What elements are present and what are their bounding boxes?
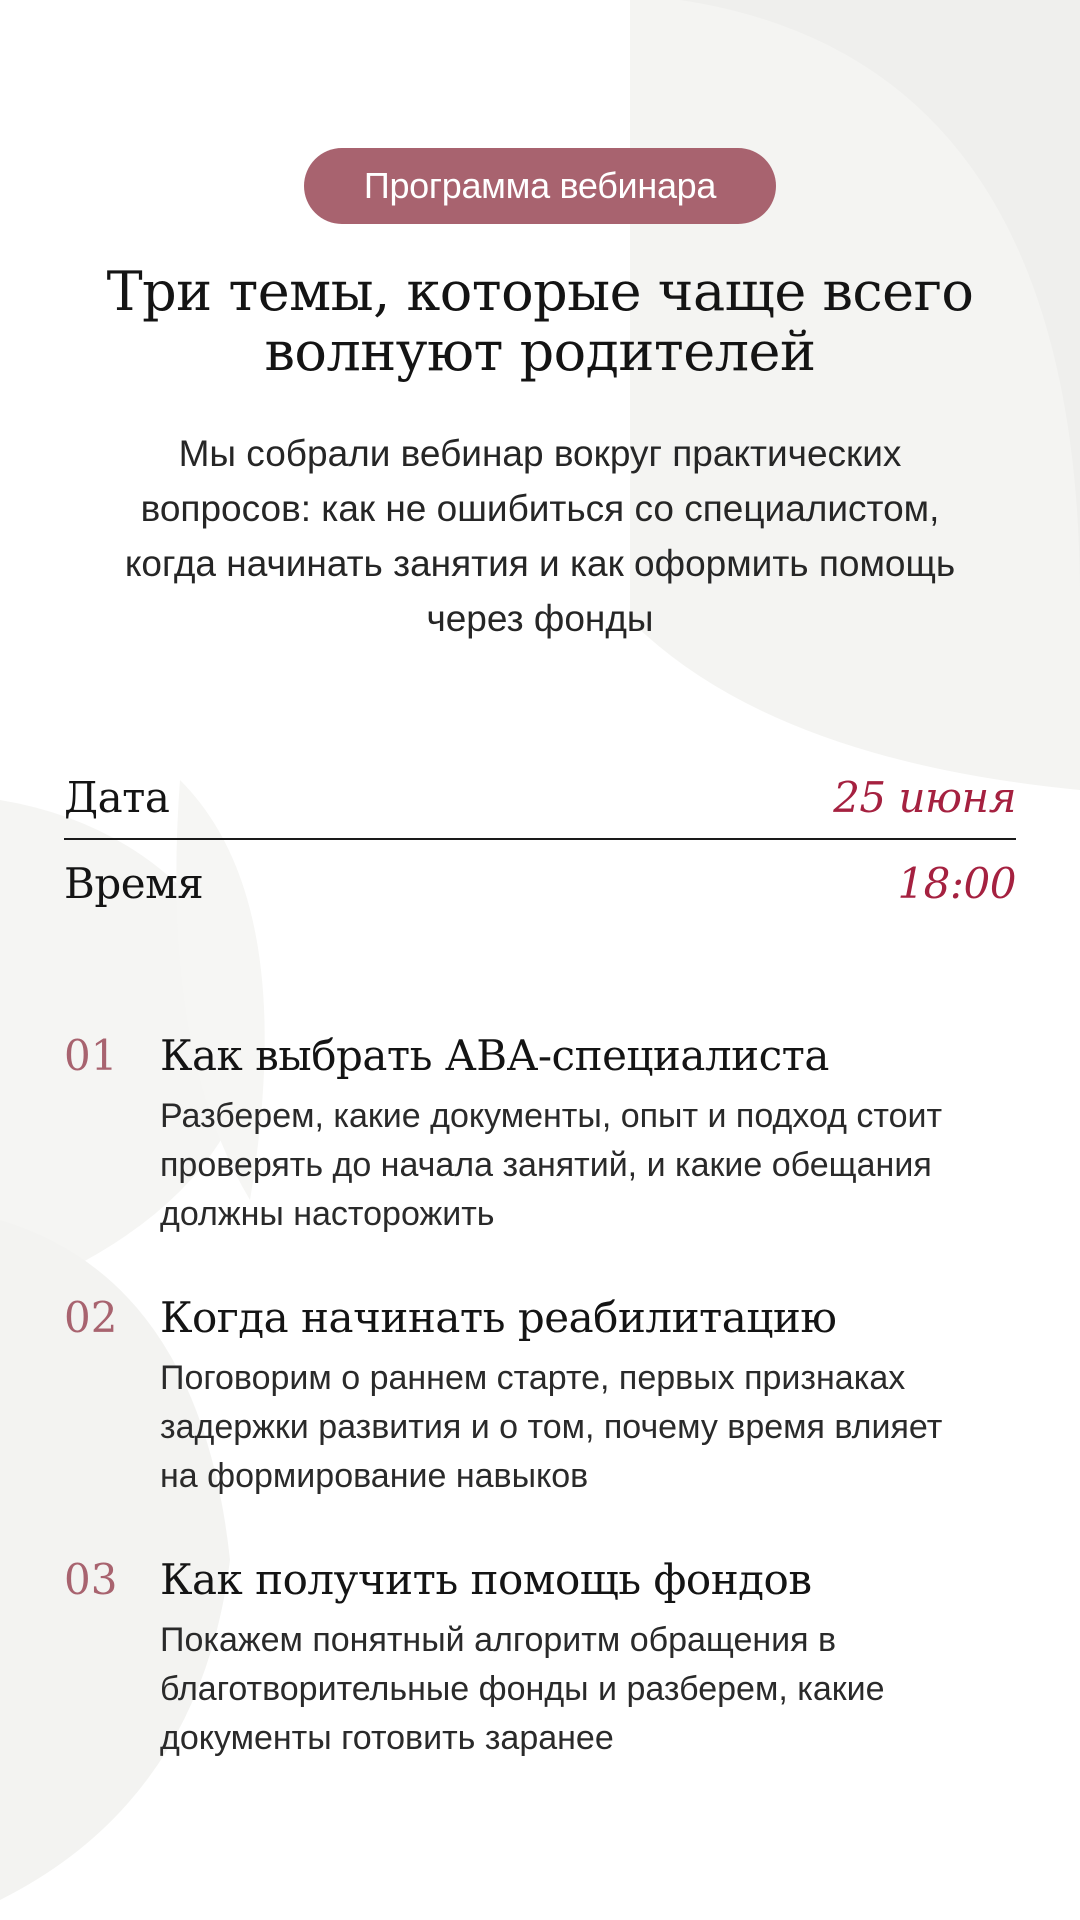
topic-description [160, 1616, 1040, 1763]
topic-description-line: Покажем понятный алгоритм обращения в [160, 1621, 837, 1659]
topic-title: Когда начинать реабилитацию [160, 1293, 837, 1342]
info-divider [64, 838, 1016, 840]
page-title-line: волнуют родителей [264, 320, 816, 383]
topic-number: 01 [64, 1031, 118, 1080]
topic-description-line: Разберем, какие документы, опыт и подход стоит [160, 1097, 943, 1135]
topic-description [160, 1354, 1040, 1501]
topic-description-line: задержки развития и о том, почему время влияет [160, 1408, 943, 1446]
page-title-line: Три темы, которые чаще всего [106, 260, 974, 323]
topic-description-line: благотворительные фонды и разберем, какие [160, 1670, 885, 1708]
subtitle-line: вопросов: как не ошибиться со специалистом, [140, 488, 940, 529]
subtitle-line: когда начинать занятия и как оформить помощь [124, 543, 956, 584]
date-label: Дата [64, 773, 170, 822]
time-row [64, 854, 1016, 914]
time-label: Время [64, 859, 204, 908]
topic-description-line: документы готовить заранее [160, 1719, 614, 1757]
program-badge: Программа вебинара [304, 148, 776, 224]
page-subtitle [60, 426, 1020, 646]
topic-description-line: на формирование навыков [160, 1457, 589, 1495]
topic-description [160, 1092, 1040, 1239]
topic-number: 02 [64, 1293, 118, 1342]
date-row [64, 768, 1016, 828]
topic-description-line: Поговорим о раннем старте, первых признаках [160, 1359, 906, 1397]
date-value: 25 июня [833, 773, 1016, 822]
topic-title: Как выбрать АВА-специалиста [160, 1031, 829, 1080]
time-value: 18:00 [897, 859, 1016, 908]
subtitle-line: Мы собрали вебинар вокруг практических [178, 433, 902, 474]
page-title [60, 262, 1020, 382]
topic-description-line: должны насторожить [160, 1195, 495, 1233]
topic-number: 03 [64, 1555, 118, 1604]
topic-description-line: проверять до начала занятий, и какие обещания [160, 1146, 932, 1184]
topic-title: Как получить помощь фондов [160, 1555, 812, 1604]
subtitle-line: через фонды [426, 598, 654, 639]
